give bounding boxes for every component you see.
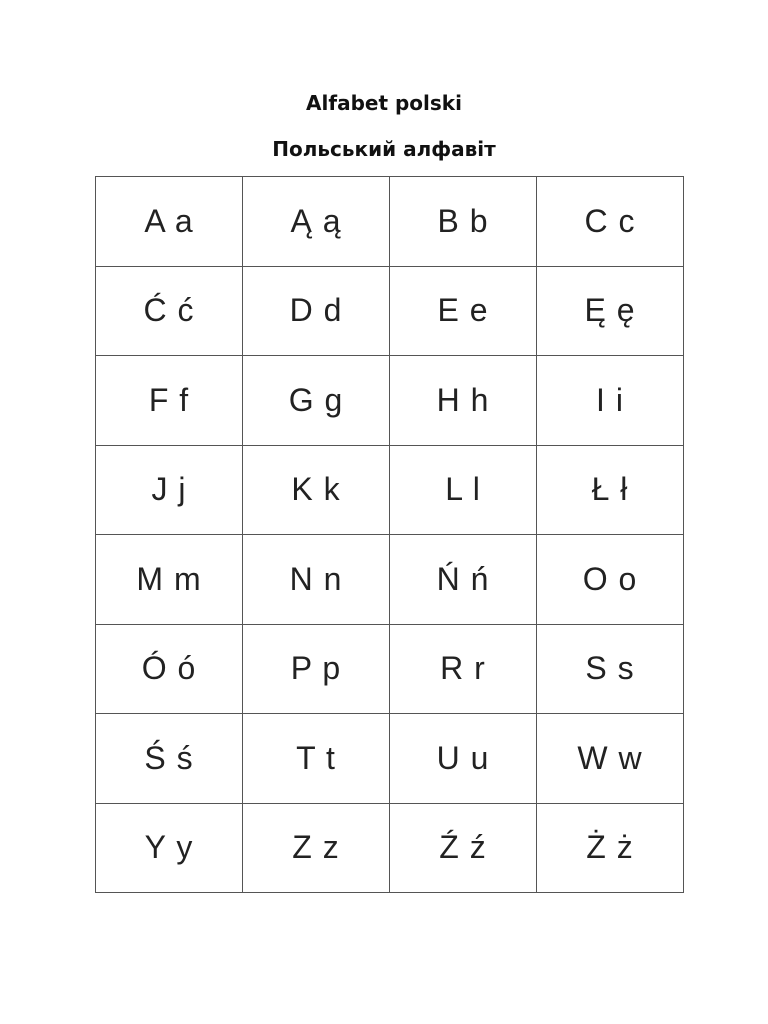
table-row [96, 445, 684, 535]
letter-pair: M m [136, 560, 202, 597]
letter-cell [390, 535, 537, 625]
letter-pair: K k [291, 471, 341, 508]
letter-cell [96, 266, 243, 356]
letter-cell [537, 535, 684, 625]
letter-cell [96, 624, 243, 714]
letter-cell [537, 624, 684, 714]
letter-pair: Ę ę [584, 292, 636, 329]
letter-pair: Y y [144, 829, 194, 866]
letter-cell [537, 803, 684, 893]
letter-cell [390, 803, 537, 893]
letter-pair: L l [445, 471, 481, 508]
letter-cell [243, 535, 390, 625]
letter-pair: Ą ą [290, 202, 342, 239]
letter-pair: S s [585, 650, 635, 687]
letter-pair: Ł ł [591, 471, 629, 508]
letter-cell [390, 714, 537, 804]
letter-pair: B b [437, 202, 489, 239]
letter-cell [537, 266, 684, 356]
table-row [96, 803, 684, 893]
letter-pair: Ć ć [143, 292, 195, 329]
letter-pair: H h [436, 381, 490, 418]
letter-pair: C c [584, 202, 636, 239]
letter-pair: Ś ś [144, 739, 194, 776]
letter-cell [243, 445, 390, 535]
letter-cell [390, 356, 537, 446]
page-title-ukrainian: Польський алфавіт [272, 137, 496, 161]
letter-pair: Ń ń [436, 560, 490, 597]
letter-pair: D d [289, 292, 343, 329]
letter-cell [243, 356, 390, 446]
letter-cell [96, 803, 243, 893]
page-title-polish: Alfabet polski [306, 91, 462, 115]
table-row [96, 714, 684, 804]
letter-cell [243, 624, 390, 714]
letter-cell [390, 624, 537, 714]
letter-pair: R r [440, 650, 486, 687]
letter-pair: I i [596, 381, 624, 418]
table-row [96, 177, 684, 267]
letter-cell [390, 445, 537, 535]
letter-cell [243, 266, 390, 356]
table-row [96, 266, 684, 356]
letter-cell [96, 177, 243, 267]
letter-cell [96, 714, 243, 804]
letter-cell [537, 714, 684, 804]
letter-cell [537, 177, 684, 267]
letter-pair: U u [436, 739, 490, 776]
table-row [96, 535, 684, 625]
letter-pair: A a [144, 202, 194, 239]
letter-pair: N n [289, 560, 343, 597]
letter-cell [243, 714, 390, 804]
letter-cell [96, 356, 243, 446]
letter-cell [243, 177, 390, 267]
letter-cell [96, 535, 243, 625]
letter-pair: O o [582, 560, 638, 597]
letter-pair: Ż ż [586, 829, 634, 866]
letter-pair: G g [288, 381, 344, 418]
letter-cell [96, 445, 243, 535]
letter-pair: T t [296, 739, 336, 776]
letter-pair: J j [151, 471, 187, 508]
letter-cell [537, 356, 684, 446]
letter-pair: Ź ź [439, 829, 487, 866]
alphabet-table-body [96, 177, 684, 893]
letter-pair: P p [290, 650, 342, 687]
table-row [96, 624, 684, 714]
letter-cell [390, 177, 537, 267]
table-row [96, 356, 684, 446]
letter-cell [243, 803, 390, 893]
letter-pair: W w [577, 739, 643, 776]
letter-pair: E e [437, 292, 489, 329]
letter-cell [537, 445, 684, 535]
letter-pair: Z z [292, 829, 340, 866]
letter-pair: F f [148, 381, 190, 418]
alphabet-table [95, 176, 684, 893]
letter-cell [390, 266, 537, 356]
letter-pair: Ó ó [141, 650, 197, 687]
